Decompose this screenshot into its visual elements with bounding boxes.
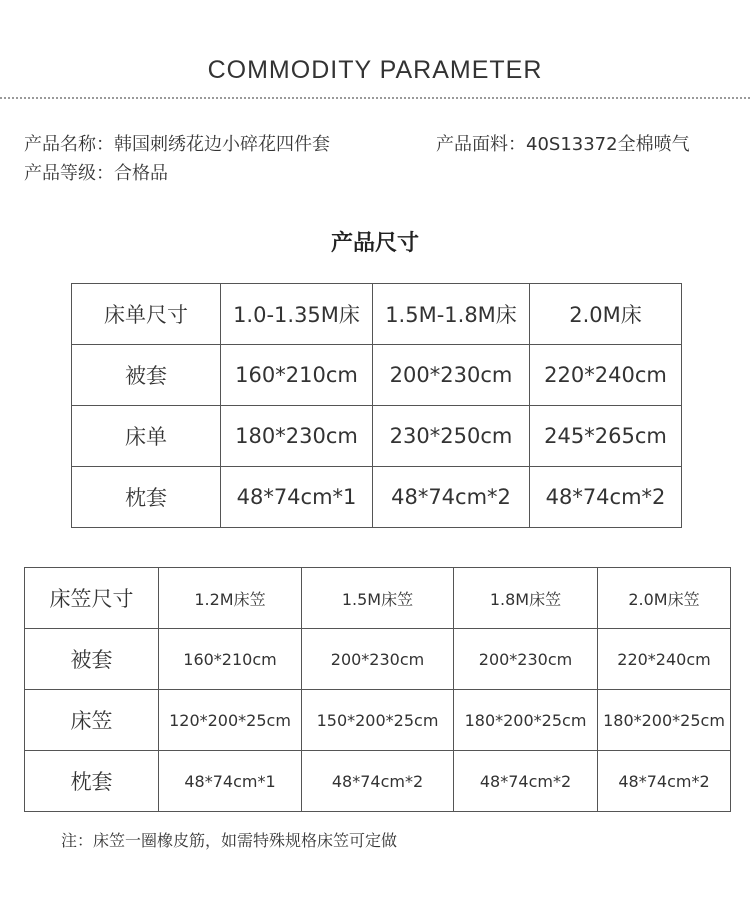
table-header-cell: 1.5M床笠 xyxy=(302,568,454,629)
footnote: 注：床笠一圈橡皮筋，如需特殊规格床笠可定做 xyxy=(61,831,398,850)
table-cell: 220*240cm xyxy=(530,345,682,406)
table-header-cell: 1.8M床笠 xyxy=(454,568,598,629)
table-cell: 48*74cm*2 xyxy=(373,467,530,528)
table-cell: 120*200*25cm xyxy=(159,690,302,751)
table-header-row xyxy=(25,568,731,629)
table-header-cell: 2.0M床 xyxy=(530,284,682,345)
table-cell: 200*230cm xyxy=(373,345,530,406)
table-cell: 180*200*25cm xyxy=(454,690,598,751)
table-cell: 床单 xyxy=(72,406,221,467)
table-cell: 枕套 xyxy=(72,467,221,528)
fitted-sheet-size-table xyxy=(24,567,731,812)
table-cell: 被套 xyxy=(72,345,221,406)
table-cell: 床笠 xyxy=(25,690,159,751)
table-header-cell: 1.0-1.35M床 xyxy=(221,284,373,345)
table-cell: 被套 xyxy=(25,629,159,690)
table-row xyxy=(25,690,731,751)
table-header-row xyxy=(72,284,682,345)
table-cell: 48*74cm*2 xyxy=(454,751,598,812)
product-name: 产品名称：韩国刺绣花边小碎花四件套 xyxy=(24,134,330,155)
table-row xyxy=(25,751,731,812)
table-row xyxy=(25,629,731,690)
product-grade: 产品等级：合格品 xyxy=(24,163,168,184)
table-cell: 48*74cm*2 xyxy=(302,751,454,812)
table-row xyxy=(72,406,682,467)
table-header-cell: 床单尺寸 xyxy=(72,284,221,345)
table-cell: 160*210cm xyxy=(221,345,373,406)
table-cell: 200*230cm xyxy=(454,629,598,690)
table-cell: 230*250cm xyxy=(373,406,530,467)
table-header-cell: 床笠尺寸 xyxy=(25,568,159,629)
table-header-cell: 2.0M床笠 xyxy=(598,568,731,629)
table-cell: 48*74cm*2 xyxy=(530,467,682,528)
table-header-cell: 1.2M床笠 xyxy=(159,568,302,629)
table-row xyxy=(72,467,682,528)
section-title-size: 产品尺寸 xyxy=(330,231,419,256)
page-title: COMMODITY PARAMETER xyxy=(207,56,543,84)
table-cell: 245*265cm xyxy=(530,406,682,467)
table-cell: 枕套 xyxy=(25,751,159,812)
table-cell: 180*200*25cm xyxy=(598,690,731,751)
sheet-size-table xyxy=(71,283,682,528)
table-header-cell: 1.5M-1.8M床 xyxy=(373,284,530,345)
table-cell: 180*230cm xyxy=(221,406,373,467)
table-cell: 160*210cm xyxy=(159,629,302,690)
table-row xyxy=(72,345,682,406)
table-cell: 220*240cm xyxy=(598,629,731,690)
table-cell: 48*74cm*1 xyxy=(159,751,302,812)
table-cell: 48*74cm*1 xyxy=(221,467,373,528)
table-cell: 200*230cm xyxy=(302,629,454,690)
table-cell: 48*74cm*2 xyxy=(598,751,731,812)
product-fabric: 产品面料：40S13372全棉喷气 xyxy=(436,134,690,155)
table-cell: 150*200*25cm xyxy=(302,690,454,751)
dotted-divider xyxy=(0,97,750,99)
